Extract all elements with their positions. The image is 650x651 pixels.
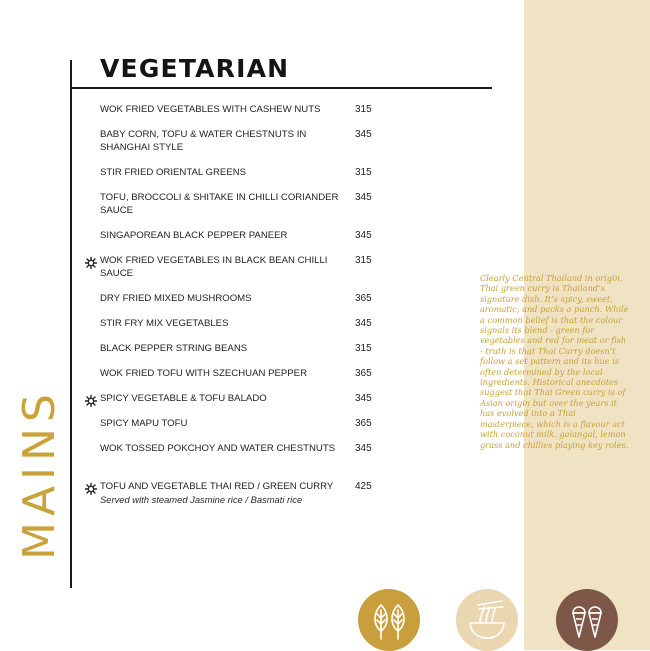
menu-item-price: 315 bbox=[355, 104, 372, 115]
menu-item bbox=[84, 393, 384, 406]
menu-item-name: WOK TOSSED POKCHOY AND WATER CHESTNUTS bbox=[100, 443, 336, 454]
menu-item bbox=[84, 167, 384, 180]
menu-item-price: 345 bbox=[355, 318, 372, 329]
menu-item bbox=[84, 104, 384, 117]
menu-item-name: SPICY VEGETABLE & TOFU BALADO bbox=[100, 393, 267, 404]
vertical-rule bbox=[70, 60, 72, 588]
menu-item-name: WOK FRIED TOFU WITH SZECHUAN PEPPER bbox=[100, 368, 307, 379]
menu-item-price: 365 bbox=[355, 293, 372, 304]
spicy-flower-icon bbox=[84, 482, 98, 496]
spicy-flower-icon bbox=[84, 394, 98, 408]
menu-item bbox=[84, 418, 384, 431]
menu-item bbox=[84, 481, 384, 506]
menu-item bbox=[84, 368, 384, 381]
menu-item-name: WOK FRIED VEGETABLES WITH CASHEW NUTS bbox=[100, 104, 321, 115]
spicy-flower-icon bbox=[84, 256, 98, 270]
side-label: MAINS bbox=[14, 388, 65, 560]
menu-item-price: 365 bbox=[355, 418, 372, 429]
menu-item-note: Served with steamed Jasmine rice / Basmati rice bbox=[100, 493, 303, 505]
menu-item-name: SINGAPOREAN BLACK PEPPER PANEER bbox=[100, 230, 288, 241]
menu-item-name: SPICY MAPU TOFU bbox=[100, 418, 188, 429]
menu-item-name: STIR FRIED ORIENTAL GREENS bbox=[100, 167, 247, 178]
horizontal-rule bbox=[70, 87, 492, 89]
menu-item bbox=[84, 343, 384, 356]
menu-item-name: DRY FRIED MIXED MUSHROOMS bbox=[100, 293, 252, 304]
leaves-icon bbox=[358, 589, 420, 651]
menu-item-name: BABY CORN, TOFU & WATER CHESTNUTS IN SHANGHAI STYLE bbox=[100, 129, 307, 153]
menu-item bbox=[84, 318, 384, 331]
menu-item-name: TOFU, BROCCOLI & SHITAKE IN CHILLI CORIANDER SAUCE bbox=[100, 192, 339, 216]
menu-item bbox=[84, 293, 384, 306]
menu-item-name: WOK FRIED VEGETABLES IN BLACK BEAN CHILLI SAUCE bbox=[100, 255, 328, 279]
noodle-bowl-icon bbox=[456, 589, 518, 651]
menu-item-price: 315 bbox=[355, 167, 372, 178]
menu-item-price: 365 bbox=[355, 368, 372, 379]
menu-item bbox=[84, 230, 384, 243]
menu-item-name: BLACK PEPPER STRING BEANS bbox=[100, 343, 248, 354]
menu-item-price: 425 bbox=[355, 481, 372, 492]
menu-item-price: 345 bbox=[355, 192, 372, 203]
curry-description: Clearly Central Thailand in origin, Thai green curry is Thailand’s signature dish. It’s spicy, sweet, aromatic, and packs a punch. While a common belief is that the colour signals its blend - green for vegetables and red for meat or fish - truth is that Thai Curry doesn’t follow a set pattern and its hue is often determined by the local ingredients. Historical anecdotes suggest that Thai Green curry is of Asian origin but over the years it has evolved into a Thai masterpiece, which is a flavour act with coconut milk, galangal, lemon grass and chillies playing key roles. bbox=[480, 273, 629, 450]
menu-item-price: 345 bbox=[355, 393, 372, 404]
menu-item bbox=[84, 129, 384, 154]
menu-item-price: 345 bbox=[355, 443, 372, 454]
menu-item bbox=[84, 192, 384, 217]
menu-item bbox=[84, 255, 384, 280]
menu-item-price: 345 bbox=[355, 129, 372, 140]
menu-item-price: 315 bbox=[355, 343, 372, 354]
menu-item-price: 345 bbox=[355, 230, 372, 241]
ice-cream-icon bbox=[556, 589, 618, 651]
menu-item-name: STIR FRY MIX VEGETABLES bbox=[100, 318, 229, 329]
menu-item bbox=[84, 443, 384, 456]
menu-item-price: 315 bbox=[355, 255, 372, 266]
section-title: VEGETARIAN bbox=[100, 54, 290, 83]
menu-item-name: TOFU AND VEGETABLE THAI RED / GREEN CURRY bbox=[100, 481, 334, 492]
